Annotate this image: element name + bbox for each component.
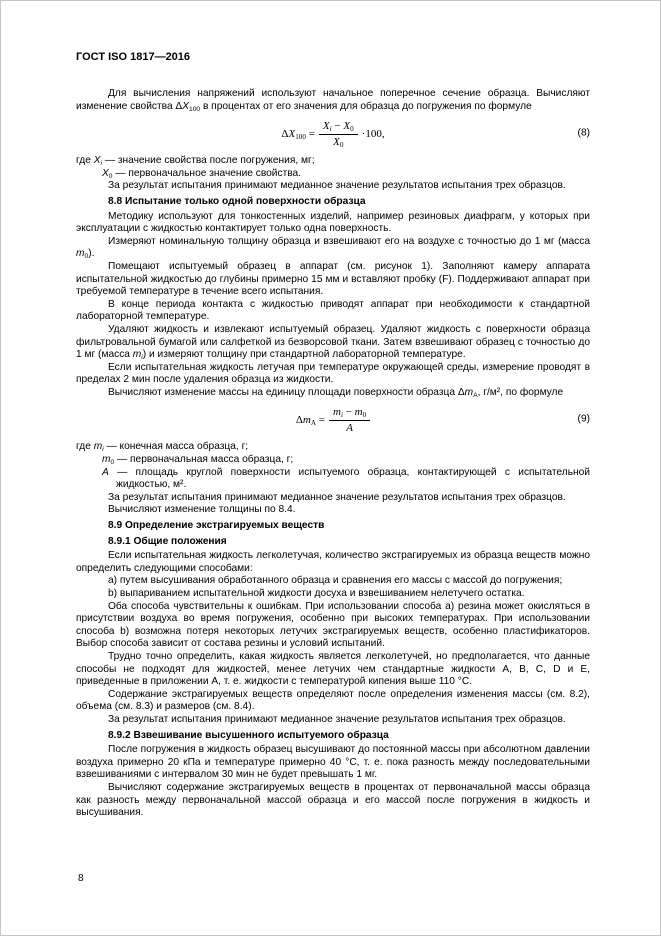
paragraph: За результат испытания принимают медианное значение результатов испытания трех образцов.	[108, 713, 566, 725]
where-item: где $m_i$ — конечная масса образца, г;	[76, 441, 249, 454]
fraction-numerator: $X_i - X_0$	[319, 120, 358, 135]
fraction-denominator: $X_0$	[333, 135, 344, 149]
list-item: b) выпариванием испытательной жидкости досуха и взвешиванием нелетучего остатка.	[108, 588, 525, 599]
where-item: $m_0$ — первоначальная масса образца, г;	[102, 454, 294, 467]
where-item: $X_0$ — первоначальное значение свойства.	[102, 167, 302, 180]
paragraph: Методику используют для тонкостенных изделий, например резиновых диафрагм, у которых при эксплуатации с жидкостью контактирует только одна поверхность.	[76, 210, 590, 235]
paragraph: Вычисляют содержание экстрагируемых веществ в процентах от первоначальной массы образца как разность между первоначальной массой образца и его массой после погружения в жидкость и высушивания.	[76, 781, 590, 819]
paragraph: За результат испытания принимают медианное значение результатов испытания трех образцов.	[108, 180, 566, 192]
paragraph: Для вычисления напряжений используют начальное поперечное сечение образца. Вычисляют изменение свойства $\Delta X_{100}$ в процентах от его значения для образца до погружения по формуле	[76, 88, 590, 113]
paragraph: Если испытательная жидкость легколетучая, количество экстрагируемых из образца веществ можно определить следующими способами:	[76, 550, 590, 574]
where-list	[76, 441, 590, 491]
paragraph: Вычисляют изменение массы на единицу площади поверхности образца $\Delta m_A$, г/м², по формуле	[108, 386, 564, 399]
page-number: 8	[78, 873, 84, 884]
formula-expression	[296, 406, 370, 435]
paragraph: Оба способа чувствительны к ошибкам. При использовании способа a) резина может окисляться в присутствии воздуха во время погружения, особенно при высоких температурах. При использовании способа b) возможна потеря некоторых летучих экстрагируемых веществ, особенно пластификаторов. Выбор способа зависит от состава резины и условий испытаний.	[76, 600, 590, 650]
paragraph: Измеряют номинальную толщину образца и взвешивают его на воздухе с точностью до 1 мг (масса $m_0$).	[76, 235, 590, 261]
paragraph: За результат испытания принимают медианное значение результатов испытания трех образцов.	[108, 491, 566, 503]
where-item: A — площадь круглой поверхности испытуемого образца, контактирующей с испытательной жидкостью, м².	[102, 466, 590, 491]
formula-number: (9)	[577, 414, 590, 426]
fraction	[319, 120, 358, 149]
list-item: a) путем высушивания обработанного образца и сравнения его массы с массой до погружения;	[108, 575, 563, 587]
paragraph: Вычисляют изменение толщины по 8.4.	[108, 504, 296, 516]
formula-number: (8)	[577, 127, 590, 139]
section-heading: 8.9.1 Общие положения	[108, 535, 227, 547]
fraction-denominator: A	[346, 421, 353, 434]
paragraph: Удаляют жидкость и извлекают испытуемый образец. Удаляют жидкость с поверхности образца фильтровальной бумагой или салфеткой из безворсовой ткани. Затем взвешивают образец с точностью до 1 мг (масса $m_i$) и измеряют толщину при стандартной лабораторной температуре.	[76, 323, 590, 362]
formula-lhs: $\Delta m_A$ =	[295, 413, 325, 428]
where-item: где $X_i$ — значение свойства после погружения, мг;	[76, 155, 315, 168]
formula-lhs: $\Delta X_{100}$ =	[281, 127, 315, 141]
document-title: ГОСТ ISO 1817—2016	[76, 51, 191, 63]
document-body	[76, 88, 590, 820]
formula-suffix: ·100,	[361, 127, 385, 140]
paragraph: После погружения в жидкость образец высушивают до постоянной массы при абсолютном давлении воздуха примерно 20 кПа и температуре примерно 40 °С, т. е. пока разность между последовательными взвешиваниями с интервалом 30 мин не будет превышать 1 мг.	[76, 744, 590, 781]
section-heading: 8.9 Определение экстрагируемых веществ	[108, 520, 325, 532]
paragraph: Трудно точно определить, какая жидкость является легколетучей, но предполагается, что данные способы не подходят для жидкостей, менее летучих чем стандартные жидкости A, B, C, D и E, приведенные в приложении А, т. е. жидкости с температурой кипения выше 110 °С.	[76, 650, 590, 688]
where-list	[76, 155, 590, 180]
formula	[76, 405, 590, 435]
section-heading: 8.9.2 Взвешивание высушенного испытуемого образца	[108, 729, 389, 741]
formula-expression	[281, 120, 384, 149]
section-heading: 8.8 Испытание только одной поверхности образца	[108, 195, 366, 207]
fraction-numerator: $m_i - m_0$	[329, 406, 370, 421]
paragraph: Содержание экстрагируемых веществ определяют после определения изменения массы (см. 8.2), объема (см. 8.3) и размеров (см. 8.4).	[76, 688, 590, 713]
formula	[76, 119, 590, 149]
fraction	[329, 406, 370, 435]
paragraph: В конце периода контакта с жидкостью приводят аппарат при необходимости к стандартной лабораторной температуре.	[76, 298, 590, 323]
paragraph: Если испытательная жидкость летучая при температуре окружающей среды, измерение проводят в пределах 2 мин после удаления образца из жидкости.	[76, 361, 590, 386]
paragraph: Помещают испытуемый образец в аппарат (см. рисунок 1). Заполняют камеру аппарата испытательной жидкостью до глубины примерно 15 мм и вставляют пробку (F). Поддерживают аппарат при требуемой температуре в течение всего испытания.	[76, 260, 590, 298]
